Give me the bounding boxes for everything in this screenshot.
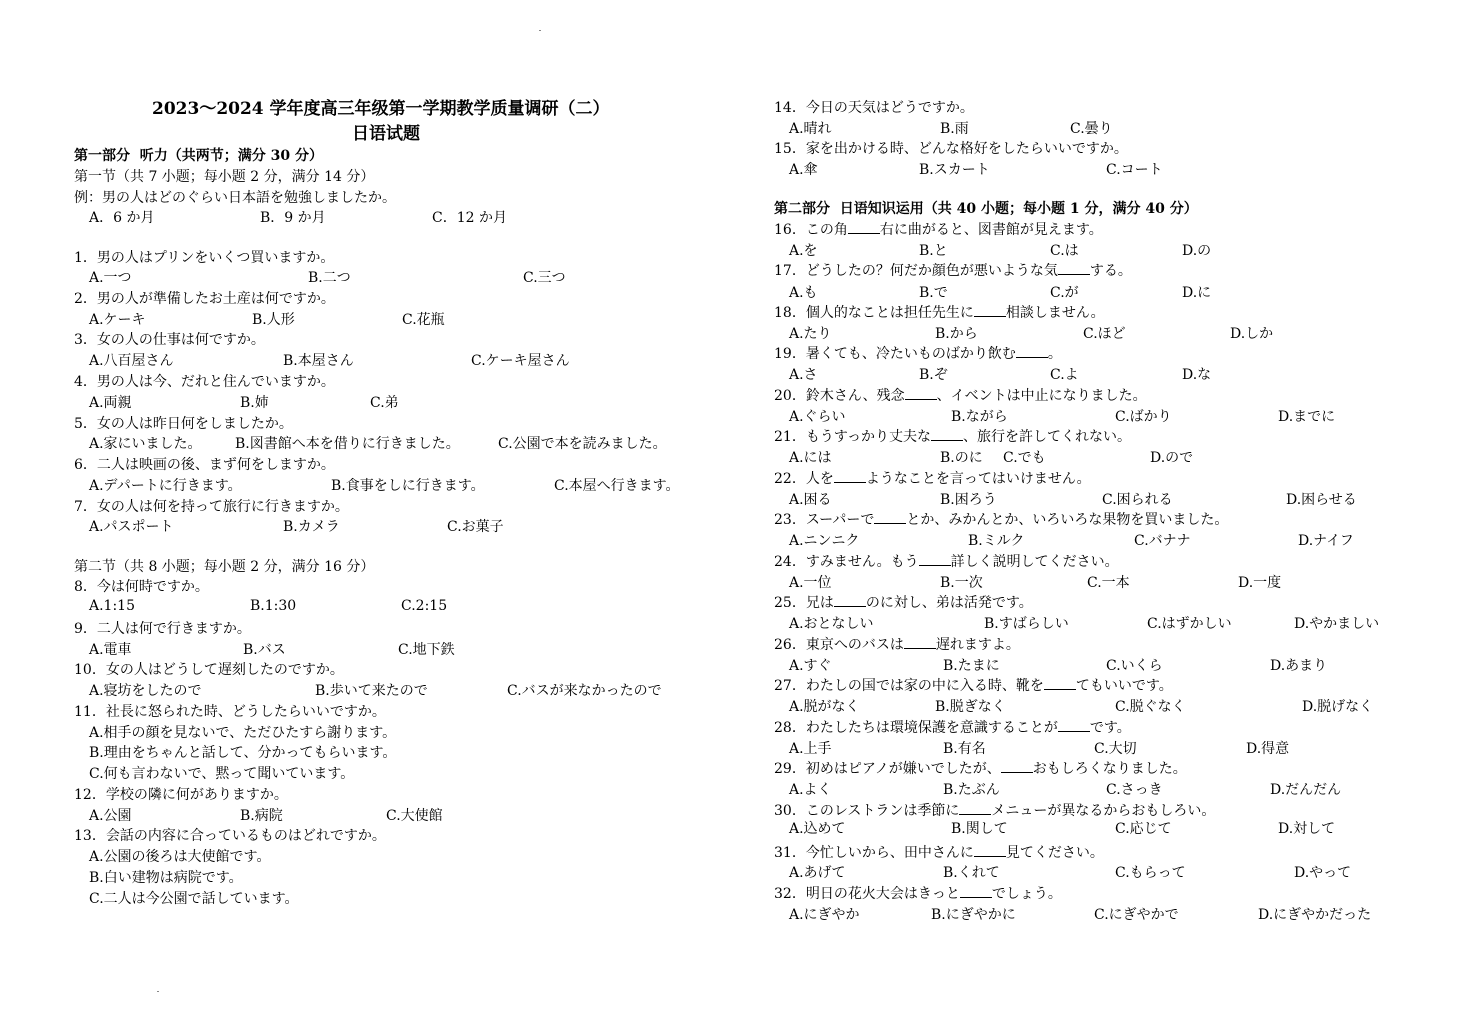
question-9: 9．二人は何で行きますか。 [74, 621, 251, 637]
answer-blank [834, 470, 866, 483]
q26-option-c: C.いくら [1106, 658, 1163, 674]
q21-option-a: A.には [789, 450, 832, 466]
q3-option-b: B.本屋さん [283, 353, 354, 369]
question-10: 10．女の人はどうして遅刻したのですか。 [74, 662, 344, 678]
q27-option-a: A.脱がなく [789, 699, 860, 715]
q3-option-a: A.八百屋さん [89, 353, 174, 369]
q26-option-a: A.すぐ [789, 658, 832, 674]
q20-option-b: B.ながら [951, 409, 1008, 425]
q32-text-pre: 32．明日の花火大会はきっと [774, 886, 960, 902]
q1-option-a: A.一つ [89, 270, 132, 286]
q14-option-a: A.晴れ [789, 121, 832, 137]
q7-option-a: A.パスポート [89, 519, 174, 535]
q18-option-a: A.たり [789, 326, 832, 342]
q4-option-b: B.姉 [240, 395, 269, 411]
q8-option-c: C.2:15 [401, 598, 448, 614]
q15-option-c: C.コート [1106, 162, 1163, 178]
q15-option-b: B.スカート [919, 162, 990, 178]
q6-option-b: B.食事をしに行きます。 [331, 478, 485, 494]
q28-option-d: D.得意 [1246, 741, 1290, 757]
q12-option-b: B.病院 [240, 808, 283, 824]
q23-text-post: とか、みかんとか、いろいろな果物を買いました。 [906, 512, 1229, 528]
q30-option-d: D.対して [1278, 821, 1336, 837]
q22-text-post: ようなことを言ってはいけません。 [865, 471, 1091, 487]
q19-option-a: A.さ [789, 367, 818, 383]
q19-text-pre: 19．暑くても、冷たいものばかり飲む [774, 346, 1016, 362]
answer-blank [1016, 345, 1048, 358]
q24-option-a: A.一位 [789, 575, 832, 591]
question-11: 11．社長に怒られた時、どうしたらいいですか。 [74, 704, 386, 720]
q17-option-d: D.に [1182, 285, 1212, 301]
question-29 [774, 760, 1187, 778]
q20-option-c: C.ばかり [1115, 409, 1172, 425]
q22-option-a: A.困る [789, 492, 832, 508]
q6-option-a: A.デパートに行きます。 [89, 478, 242, 494]
q26-text-pre: 26．東京へのバスは [774, 637, 904, 653]
q5-option-b: B.図書館へ本を借りに行きました。 [235, 436, 460, 452]
page-title: 2023～2024 学年度高三年级第一学期教学质量调研（二） [152, 99, 610, 119]
q31-option-b: B.くれて [943, 865, 1000, 881]
q4-option-a: A.両親 [89, 395, 132, 411]
q17-text-post: する。 [1089, 263, 1132, 279]
question-21 [774, 428, 1131, 446]
question-17 [774, 262, 1132, 280]
q25-text-pre: 25．兄は [774, 595, 834, 611]
q20-text-pre: 20．鈴木さん、残念 [774, 388, 905, 404]
q1-option-b: B.二つ [308, 270, 351, 286]
answer-blank [874, 511, 906, 524]
q11-option-a: A.相手の顔を見ないで、ただひたすら謝ります。 [89, 725, 397, 741]
q16-text-pre: 16．この角 [774, 222, 848, 238]
q31-text-pre: 31．今忙しいから、田中さんに [774, 845, 974, 861]
example-question: 例：男の人はどのぐらい日本語を勉強しましたか。 [74, 190, 396, 206]
question-5: 5．女の人は昨日何をしましたか。 [74, 416, 293, 432]
q11-option-b: B.理由をちゃんと話して、分かってもらいます。 [89, 745, 397, 761]
q21-option-d: D.ので [1150, 450, 1194, 466]
q12-option-a: A.公園 [89, 808, 132, 824]
q16-text-post: 右に曲がると、図書館が見えます。 [879, 222, 1103, 238]
q19-option-d: D.な [1182, 367, 1212, 383]
q7-option-c: C.お菓子 [447, 519, 504, 535]
q9-option-c: C.地下鉄 [398, 642, 455, 658]
q17-option-a: A.も [789, 285, 818, 301]
q29-option-d: D.だんだん [1270, 782, 1342, 798]
q30-option-b: B.関して [951, 821, 1008, 837]
q22-option-d: D.困らせる [1286, 492, 1357, 508]
q27-option-b: B.脱ぎなく [935, 699, 1006, 715]
q28-text-pre: 28．わたしたちは環境保護を意識することが [774, 720, 1058, 736]
sec1-heading: 第一节（共 7 小题；每小题 2 分，满分 14 分） [74, 169, 375, 185]
q16-option-a: A.を [789, 243, 818, 259]
question-26 [774, 636, 1020, 654]
q13-option-b: B.白い建物は病院です。 [89, 870, 243, 886]
q29-option-a: A.よく [789, 782, 832, 798]
answer-blank [960, 885, 992, 898]
q19-option-b: B.ぞ [919, 367, 948, 383]
question-13: 13．会話の内容に合っているものはどれですか。 [74, 828, 386, 844]
q6-option-c: C.本屋へ行きます。 [554, 478, 680, 494]
q9-option-b: B.バス [243, 642, 286, 658]
question-14: 14．今日の天気はどうですか。 [774, 100, 974, 116]
q25-option-b: B.すばらしい [984, 616, 1069, 632]
q32-option-d: D.にぎやかだった [1258, 907, 1372, 923]
q23-text-pre: 23．スーパーで [774, 512, 875, 528]
q19-text-post: 。 [1047, 346, 1062, 362]
q29-text-post: おもしろくなりました。 [1032, 761, 1187, 777]
q30-text-pre: 30．このレストランは季節に [774, 803, 960, 819]
page-subtitle: 日语试题 [352, 124, 420, 144]
q14-option-c: C.曇り [1070, 121, 1113, 137]
q22-option-b: B.困ろう [940, 492, 997, 508]
q24-text-pre: 24．すみません。もう [774, 554, 919, 570]
q31-text-post: 見てください。 [1005, 845, 1104, 861]
answer-blank [1058, 262, 1090, 275]
question-28 [774, 719, 1131, 737]
q18-text-pre: 18．個人的なことは担任先生に [774, 305, 974, 321]
q30-option-a: A.込めて [789, 821, 846, 837]
q21-text-post: 、旅行を許してくれない。 [962, 429, 1131, 445]
q5-option-a: A.家にいました。 [89, 436, 202, 452]
q22-text-pre: 22．人を [774, 471, 834, 487]
q30-option-c: C.応じて [1115, 821, 1172, 837]
q13-option-c: C.二人は今公園で話しています。 [89, 891, 299, 907]
question-23 [774, 511, 1228, 529]
q5-option-c: C.公園で本を読みました。 [498, 436, 667, 452]
question-25 [774, 594, 1033, 612]
q9-option-a: A.電車 [89, 642, 132, 658]
q19-option-c: C.よ [1050, 367, 1079, 383]
q27-text-pre: 27．わたしの国では家の中に入る時、靴を [774, 678, 1044, 694]
answer-blank [834, 594, 866, 607]
q23-option-a: A.ニンニク [789, 533, 860, 549]
question-3: 3．女の人の仕事は何ですか。 [74, 332, 265, 348]
answer-blank [848, 221, 880, 234]
scan-speck [157, 991, 159, 992]
q3-option-c: C.ケーキ屋さん [471, 353, 570, 369]
question-27 [774, 677, 1173, 695]
q18-option-b: B.から [935, 326, 978, 342]
q27-option-d: D.脱げなく [1302, 699, 1374, 715]
q20-option-d: D.までに [1278, 409, 1336, 425]
part2-heading: 第二部分 日语知识运用（共 40 小题；每小题 1 分，满分 40 分） [774, 201, 1198, 217]
question-30 [774, 802, 1215, 820]
scan-speck [539, 30, 541, 31]
answer-blank [974, 844, 1006, 857]
q23-option-c: C.バナナ [1134, 533, 1191, 549]
answer-blank [904, 636, 936, 649]
q25-option-a: A.おとなしい [789, 616, 874, 632]
q24-option-c: C.一本 [1087, 575, 1130, 591]
question-24 [774, 553, 1119, 571]
q31-option-a: A.あげて [789, 865, 846, 881]
q22-option-c: C.困られる [1102, 492, 1173, 508]
q26-option-d: D.あまり [1270, 658, 1328, 674]
answer-blank [919, 553, 951, 566]
q30-text-post: メニューが異なるからおもしろい。 [991, 803, 1216, 819]
q1-option-c: C.三つ [523, 270, 566, 286]
question-6: 6．二人は映画の後、まず何をしますか。 [74, 457, 335, 473]
q8-option-a: A.1:15 [89, 598, 135, 614]
question-22 [774, 470, 1091, 488]
q27-text-post: てもいいです。 [1075, 678, 1173, 694]
question-20 [774, 387, 1147, 405]
answer-blank [1001, 760, 1033, 773]
q2-option-a: A.ケーキ [89, 312, 146, 328]
q4-option-c: C.弟 [370, 395, 399, 411]
q13-option-a: A.公園の後ろは大使館です。 [89, 849, 271, 865]
q20-text-post: 、イベントは中止になりました。 [936, 388, 1147, 404]
question-18 [774, 304, 1105, 322]
q8-option-b: B.1:30 [250, 598, 297, 614]
question-19 [774, 345, 1062, 363]
q31-option-c: C.もらって [1115, 865, 1186, 881]
sec2-heading: 第二节（共 8 小题；每小题 2 分，满分 16 分） [74, 559, 375, 575]
q17-option-c: C.が [1050, 285, 1079, 301]
q20-option-a: A.ぐらい [789, 409, 846, 425]
example-option-b: B．9 か月 [260, 210, 326, 226]
q7-option-b: B.カメラ [283, 519, 340, 535]
answer-blank [1058, 719, 1090, 732]
answer-blank [959, 802, 991, 815]
q11-option-c: C.何も言わないで、黙って聞いています。 [89, 766, 355, 782]
q16-option-d: D.の [1182, 243, 1212, 259]
q21-option-b: B.のに [940, 450, 983, 466]
q16-option-c: C.は [1050, 243, 1079, 259]
q27-option-c: C.脱ぐなく [1115, 699, 1186, 715]
q12-option-c: C.大使館 [386, 808, 443, 824]
q32-option-b: B.にぎやかに [931, 907, 1016, 923]
q26-text-post: 遅れますよ。 [935, 637, 1020, 653]
q24-option-d: D.一度 [1238, 575, 1282, 591]
q18-option-d: D.しか [1230, 326, 1274, 342]
question-2: 2．男の人が準備したお土産は何ですか。 [74, 291, 335, 307]
question-32 [774, 885, 1062, 903]
question-4: 4．男の人は今、だれと住んでいますか。 [74, 374, 335, 390]
q28-option-a: A.上手 [789, 741, 832, 757]
q18-text-post: 相談しません。 [1005, 305, 1105, 321]
example-option-c: C．12 か月 [432, 210, 507, 226]
q14-option-b: B.雨 [940, 121, 969, 137]
q31-option-d: D.やって [1294, 865, 1352, 881]
q2-option-c: C.花瓶 [402, 312, 445, 328]
q26-option-b: B.たまに [943, 658, 1000, 674]
question-15: 15．家を出かける時、どんな格好をしたらいいですか。 [774, 141, 1128, 157]
q18-option-c: C.ほど [1083, 326, 1126, 342]
q17-text-pre: 17．どうしたの？何だか顔色が悪いような気 [774, 263, 1058, 279]
example-option-a: A．6 か月 [89, 210, 155, 226]
question-16 [774, 221, 1103, 239]
q28-option-c: C.大切 [1094, 741, 1137, 757]
q10-option-a: A.寝坊をしたので [89, 683, 202, 699]
q2-option-b: B.人形 [252, 312, 295, 328]
q21-text-pre: 21．もうすっかり丈夫な [774, 429, 931, 445]
q10-option-c: C.バスが来なかったので [507, 683, 662, 699]
q23-option-b: B.ミルク [968, 533, 1025, 549]
q28-text-post: です。 [1089, 720, 1131, 736]
q25-option-d: D.やかましい [1294, 616, 1380, 632]
question-1: 1．男の人はプリンをいくつ買いますか。 [74, 250, 335, 266]
q29-option-c: C.さっき [1106, 782, 1163, 798]
q29-option-b: B.たぶん [943, 782, 1000, 798]
question-7: 7．女の人は何を持って旅行に行きますか。 [74, 499, 349, 515]
q16-option-b: B.と [919, 243, 948, 259]
q24-text-post: 詳しく説明してください。 [950, 554, 1119, 570]
q21-option-c: C.でも [1003, 450, 1046, 466]
q10-option-b: B.歩いて来たので [315, 683, 428, 699]
q25-text-post: のに対し、弟は活発です。 [865, 595, 1033, 611]
q24-option-b: B.一次 [940, 575, 983, 591]
q29-text-pre: 29．初めはピアノが嫌いでしたが、 [774, 761, 1001, 777]
question-31 [774, 844, 1104, 862]
answer-blank [905, 387, 937, 400]
q28-option-b: B.有名 [943, 741, 986, 757]
q32-option-c: C.にぎやかで [1094, 907, 1179, 923]
answer-blank [1044, 677, 1076, 690]
q25-option-c: C.はずかしい [1147, 616, 1232, 632]
q15-option-a: A.傘 [789, 162, 818, 178]
q32-option-a: A.にぎやか [789, 907, 860, 923]
question-8: 8．今は何時ですか。 [74, 579, 209, 595]
part1-heading: 第一部分 听力（共两节；满分 30 分） [74, 148, 323, 164]
q17-option-b: B.で [919, 285, 948, 301]
answer-blank [974, 304, 1006, 317]
q23-option-d: D.ナイフ [1298, 533, 1354, 549]
q32-text-post: でしょう。 [991, 886, 1062, 902]
answer-blank [931, 428, 963, 441]
question-12: 12．学校の隣に何がありますか。 [74, 787, 288, 803]
